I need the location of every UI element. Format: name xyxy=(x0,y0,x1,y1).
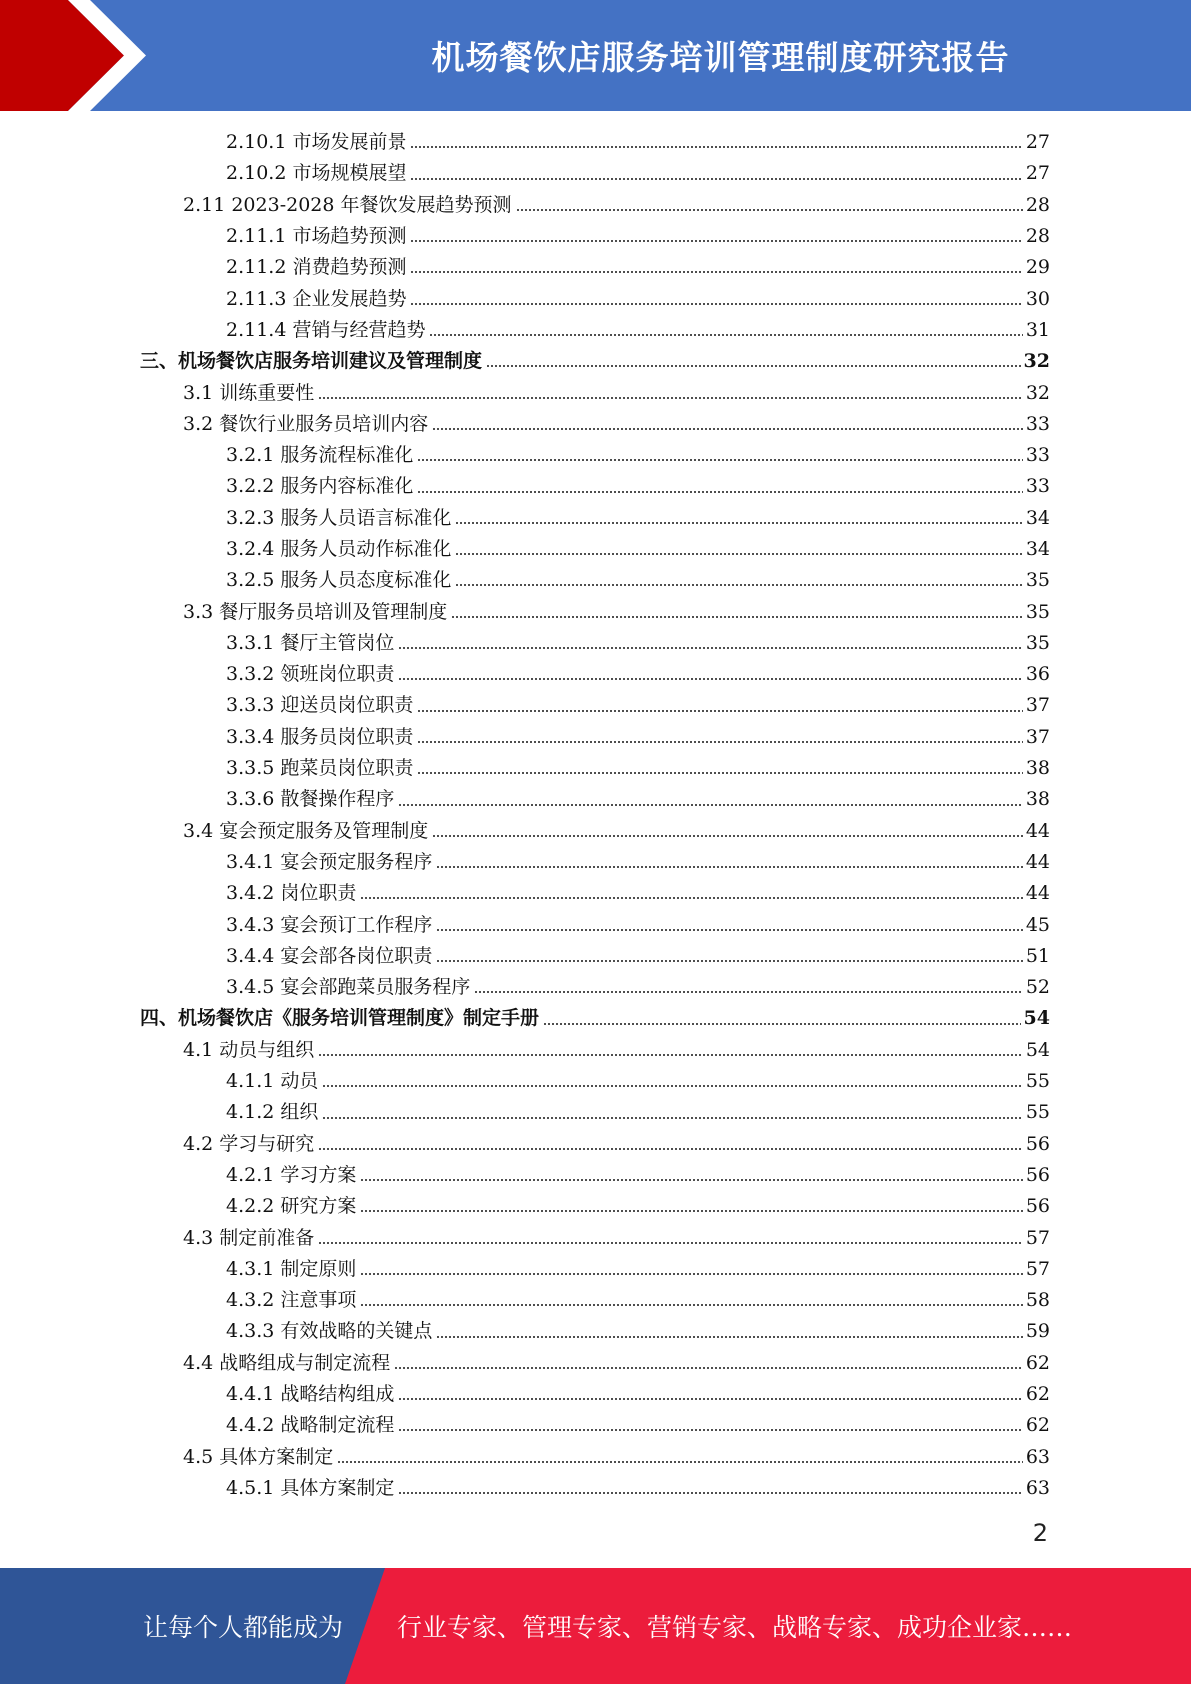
toc-entry-page: 37 xyxy=(1025,725,1050,748)
toc-entry[interactable] xyxy=(140,471,1050,502)
toc-entry[interactable] xyxy=(140,816,1050,847)
dot-leader xyxy=(318,1241,1023,1245)
toc-entry[interactable] xyxy=(140,283,1050,314)
dot-leader xyxy=(432,427,1023,431)
toc-entry[interactable] xyxy=(140,1222,1050,1253)
toc-entry-title: 3.2.2 服务内容标准化 xyxy=(226,475,414,498)
toc-entry-page: 38 xyxy=(1025,788,1050,811)
toc-entry-page: 57 xyxy=(1025,1226,1050,1249)
toc-entry[interactable] xyxy=(140,628,1050,659)
dot-leader xyxy=(398,803,1022,807)
toc-entry[interactable] xyxy=(140,1441,1050,1472)
toc-entry-title: 3.3.6 散餐操作程序 xyxy=(226,788,395,811)
toc-entry[interactable] xyxy=(140,1160,1050,1191)
toc-entry-page: 35 xyxy=(1025,600,1050,623)
toc-entry-title: 2.10.1 市场发展前景 xyxy=(226,131,407,154)
toc-entry-page: 54 xyxy=(1023,1007,1050,1030)
toc-entry[interactable] xyxy=(140,1097,1050,1128)
dot-leader xyxy=(360,1303,1022,1307)
toc-entry-title: 2.11.1 市场趋势预测 xyxy=(226,225,407,248)
toc-entry-title: 3.2.5 服务人员态度标准化 xyxy=(226,569,452,592)
toc-entry[interactable] xyxy=(140,315,1050,346)
dot-leader xyxy=(410,270,1022,274)
toc-entry-title: 4.3.1 制定原则 xyxy=(226,1257,357,1280)
toc-entry[interactable] xyxy=(140,346,1050,377)
toc-entry-title: 3.3.1 餐厅主管岗位 xyxy=(226,631,395,654)
toc-entry-title: 2.11.4 营销与经营趋势 xyxy=(226,318,426,341)
dot-leader xyxy=(318,1147,1023,1151)
toc-entry-page: 56 xyxy=(1025,1195,1050,1218)
toc-entry-page: 34 xyxy=(1025,538,1050,560)
dot-leader xyxy=(451,615,1023,619)
toc-entry-title: 4.2 学习与研究 xyxy=(183,1132,315,1155)
toc-entry[interactable] xyxy=(140,847,1050,878)
toc-entry-page: 32 xyxy=(1023,350,1050,373)
toc-entry-title: 3.3.3 迎送员岗位职责 xyxy=(226,694,414,717)
dot-leader xyxy=(322,1116,1022,1120)
toc-entry[interactable] xyxy=(140,1129,1050,1160)
toc-entry[interactable] xyxy=(140,941,1050,972)
dot-leader xyxy=(360,1209,1022,1213)
dot-leader xyxy=(360,1272,1022,1276)
page-header xyxy=(0,0,1191,111)
toc-entry[interactable] xyxy=(140,690,1050,721)
dot-leader xyxy=(417,740,1022,744)
toc-entry-page: 55 xyxy=(1025,1101,1050,1124)
toc-entry[interactable] xyxy=(140,190,1050,221)
dot-leader xyxy=(360,1178,1022,1182)
toc-entry-page: 33 xyxy=(1025,444,1050,467)
toc-entry-title: 四、机场餐饮店《服务培训管理制度》制定手册 xyxy=(140,1007,540,1030)
toc-entry-title: 4.4.2 战略制定流程 xyxy=(226,1414,395,1437)
toc-entry-page: 52 xyxy=(1025,976,1050,999)
dot-leader xyxy=(486,364,1021,368)
toc-entry-page: 27 xyxy=(1025,131,1050,154)
dot-leader xyxy=(398,1491,1022,1495)
toc-entry-page: 63 xyxy=(1025,1476,1050,1499)
toc-entry-title: 3.4.1 宴会预定服务程序 xyxy=(226,850,433,873)
dot-leader xyxy=(360,896,1022,900)
toc-entry[interactable] xyxy=(140,784,1050,815)
toc-entry-page: 58 xyxy=(1025,1289,1050,1312)
toc-entry-page: 55 xyxy=(1025,1070,1050,1093)
dot-leader xyxy=(417,709,1022,713)
toc-entry-title: 3.4 宴会预定服务及管理制度 xyxy=(183,819,429,842)
dot-leader xyxy=(436,928,1022,932)
toc-entry-title: 3.2.1 服务流程标准化 xyxy=(226,444,414,467)
footer-slogan-left: 让每个人都能成为 xyxy=(143,1613,344,1642)
dot-leader xyxy=(455,552,1022,556)
toc-entry-page: 44 xyxy=(1025,882,1050,905)
toc-entry-title: 3.4.5 宴会部跑菜员服务程序 xyxy=(226,976,471,999)
toc-entry-title: 3.2.3 服务人员语言标准化 xyxy=(226,506,452,529)
toc-entry-page: 45 xyxy=(1025,913,1050,936)
toc-entry[interactable] xyxy=(140,127,1050,158)
toc-entry[interactable] xyxy=(140,565,1050,596)
toc-entry[interactable] xyxy=(140,377,1050,408)
toc-entry-title: 4.3 制定前准备 xyxy=(183,1226,315,1249)
toc-entry[interactable] xyxy=(140,440,1050,471)
toc-entry-title: 4.5 具体方案制定 xyxy=(183,1445,334,1468)
toc-entry-page: 28 xyxy=(1025,225,1050,248)
toc-entry[interactable] xyxy=(140,158,1050,189)
toc-entry-page: 59 xyxy=(1025,1320,1050,1343)
toc-entry-page: 62 xyxy=(1025,1351,1050,1374)
toc-entry-title: 3.2.4 服务人员动作标准化 xyxy=(226,538,452,560)
toc-entry-title: 3.1 训练重要性 xyxy=(183,381,315,404)
toc-entry[interactable] xyxy=(140,1066,1050,1097)
table-of-contents xyxy=(140,127,1050,1504)
toc-entry[interactable] xyxy=(140,534,1050,565)
dot-leader xyxy=(543,1022,1021,1026)
toc-entry-title: 3.4.3 宴会预订工作程序 xyxy=(226,913,433,936)
toc-entry[interactable] xyxy=(140,1316,1050,1347)
toc-entry[interactable] xyxy=(140,1191,1050,1222)
dot-leader xyxy=(398,1397,1022,1401)
toc-entry-title: 3.2 餐饮行业服务员培训内容 xyxy=(183,412,429,435)
toc-entry-title: 4.3.2 注意事项 xyxy=(226,1289,357,1312)
toc-entry-page: 56 xyxy=(1025,1132,1050,1155)
report-title: 机场餐饮店服务培训管理制度研究报告 xyxy=(431,38,1010,77)
dot-leader xyxy=(436,865,1022,869)
dot-leader xyxy=(398,646,1022,650)
toc-entry[interactable] xyxy=(140,1348,1050,1379)
toc-entry-title: 4.2.2 研究方案 xyxy=(226,1195,357,1218)
dot-leader xyxy=(417,771,1022,775)
toc-entry[interactable] xyxy=(140,753,1050,784)
toc-entry-page: 29 xyxy=(1025,256,1050,279)
toc-entry-page: 30 xyxy=(1025,287,1050,310)
dot-leader xyxy=(410,177,1022,181)
header-arrow-graphic xyxy=(0,0,260,111)
toc-entry[interactable] xyxy=(140,503,1050,534)
dot-leader xyxy=(318,1053,1023,1057)
dot-leader xyxy=(417,458,1022,462)
dot-leader xyxy=(322,1084,1022,1088)
toc-entry[interactable] xyxy=(140,909,1050,940)
dot-leader xyxy=(455,583,1022,587)
toc-entry[interactable] xyxy=(140,972,1050,1003)
dot-leader xyxy=(318,396,1023,400)
page-number: 2 xyxy=(1032,1519,1048,1547)
toc-entry[interactable] xyxy=(140,252,1050,283)
toc-entry-title: 4.2.1 学习方案 xyxy=(226,1163,357,1186)
toc-entry-title: 4.4.1 战略结构组成 xyxy=(226,1383,395,1406)
page-footer xyxy=(0,1568,1191,1684)
toc-entry[interactable] xyxy=(140,596,1050,627)
toc-entry-page: 37 xyxy=(1025,694,1050,717)
toc-entry-page: 63 xyxy=(1025,1445,1050,1468)
toc-entry-title: 3.4.4 宴会部各岗位职责 xyxy=(226,944,433,967)
toc-entry-page: 27 xyxy=(1025,162,1050,185)
toc-entry[interactable] xyxy=(140,1003,1050,1034)
toc-entry-page: 57 xyxy=(1025,1257,1050,1280)
toc-entry-page: 54 xyxy=(1025,1038,1050,1061)
toc-entry-title: 3.3.2 领班岗位职责 xyxy=(226,663,395,686)
toc-entry-title: 3.3.5 跑菜员岗位职责 xyxy=(226,757,414,780)
toc-entry-page: 38 xyxy=(1025,757,1050,780)
toc-entry[interactable] xyxy=(140,1379,1050,1410)
toc-entry-title: 2.11 2023-2028 年餐饮发展趋势预测 xyxy=(183,193,512,216)
toc-entry-title: 4.1 动员与组织 xyxy=(183,1038,315,1061)
dot-leader xyxy=(410,239,1022,243)
toc-entry[interactable] xyxy=(140,1410,1050,1441)
toc-entry[interactable] xyxy=(140,878,1050,909)
toc-entry-page: 33 xyxy=(1025,475,1050,498)
toc-entry-page: 31 xyxy=(1025,318,1050,341)
toc-entry-page: 35 xyxy=(1025,569,1050,592)
toc-entry[interactable] xyxy=(140,1473,1050,1504)
dot-leader xyxy=(394,1366,1023,1370)
dot-leader xyxy=(516,208,1023,212)
toc-entry[interactable] xyxy=(140,722,1050,753)
toc-entry-title: 三、机场餐饮店服务培训建议及管理制度 xyxy=(140,350,483,373)
toc-entry-page: 44 xyxy=(1025,819,1050,842)
toc-entry-title: 2.11.3 企业发展趋势 xyxy=(226,287,407,310)
dot-leader xyxy=(432,834,1023,838)
toc-entry-page: 62 xyxy=(1025,1383,1050,1406)
toc-entry-page: 32 xyxy=(1025,381,1050,404)
toc-entry-title: 3.3.4 服务员岗位职责 xyxy=(226,725,414,748)
toc-entry[interactable] xyxy=(140,1285,1050,1316)
toc-entry-page: 28 xyxy=(1025,193,1050,216)
dot-leader xyxy=(398,1428,1022,1432)
toc-entry-title: 4.4 战略组成与制定流程 xyxy=(183,1351,391,1374)
footer-slogan-right: 行业专家、管理专家、营销专家、战略专家、成功企业家…… xyxy=(397,1613,1073,1642)
toc-entry-title: 3.3 餐厅服务员培训及管理制度 xyxy=(183,600,448,623)
toc-entry-page: 35 xyxy=(1025,631,1050,654)
toc-entry[interactable] xyxy=(140,659,1050,690)
toc-entry-page: 44 xyxy=(1025,850,1050,873)
toc-entry-page: 51 xyxy=(1025,944,1050,967)
toc-entry-page: 36 xyxy=(1025,663,1050,686)
dot-leader xyxy=(410,145,1022,149)
dot-leader xyxy=(417,490,1022,494)
dot-leader xyxy=(429,333,1022,337)
toc-entry-title: 2.10.2 市场规模展望 xyxy=(226,162,407,185)
toc-entry[interactable] xyxy=(140,1254,1050,1285)
toc-entry-page: 34 xyxy=(1025,506,1050,529)
toc-entry[interactable] xyxy=(140,221,1050,252)
dot-leader xyxy=(436,1335,1022,1339)
toc-entry-title: 2.11.2 消费趋势预测 xyxy=(226,256,407,279)
toc-entry-title: 3.4.2 岗位职责 xyxy=(226,882,357,905)
dot-leader xyxy=(474,990,1022,994)
dot-leader xyxy=(410,302,1022,306)
toc-entry-title: 4.1.1 动员 xyxy=(226,1070,319,1093)
dot-leader xyxy=(455,521,1022,525)
toc-entry-title: 4.5.1 具体方案制定 xyxy=(226,1476,395,1499)
toc-entry[interactable] xyxy=(140,409,1050,440)
toc-entry-title: 4.1.2 组织 xyxy=(226,1101,319,1124)
dot-leader xyxy=(337,1460,1023,1464)
dot-leader xyxy=(398,677,1022,681)
dot-leader xyxy=(436,959,1022,963)
toc-entry-page: 33 xyxy=(1025,412,1050,435)
toc-entry-page: 62 xyxy=(1025,1414,1050,1437)
toc-entry[interactable] xyxy=(140,1035,1050,1066)
toc-entry-page: 56 xyxy=(1025,1163,1050,1186)
toc-entry-title: 4.3.3 有效战略的关键点 xyxy=(226,1320,433,1343)
